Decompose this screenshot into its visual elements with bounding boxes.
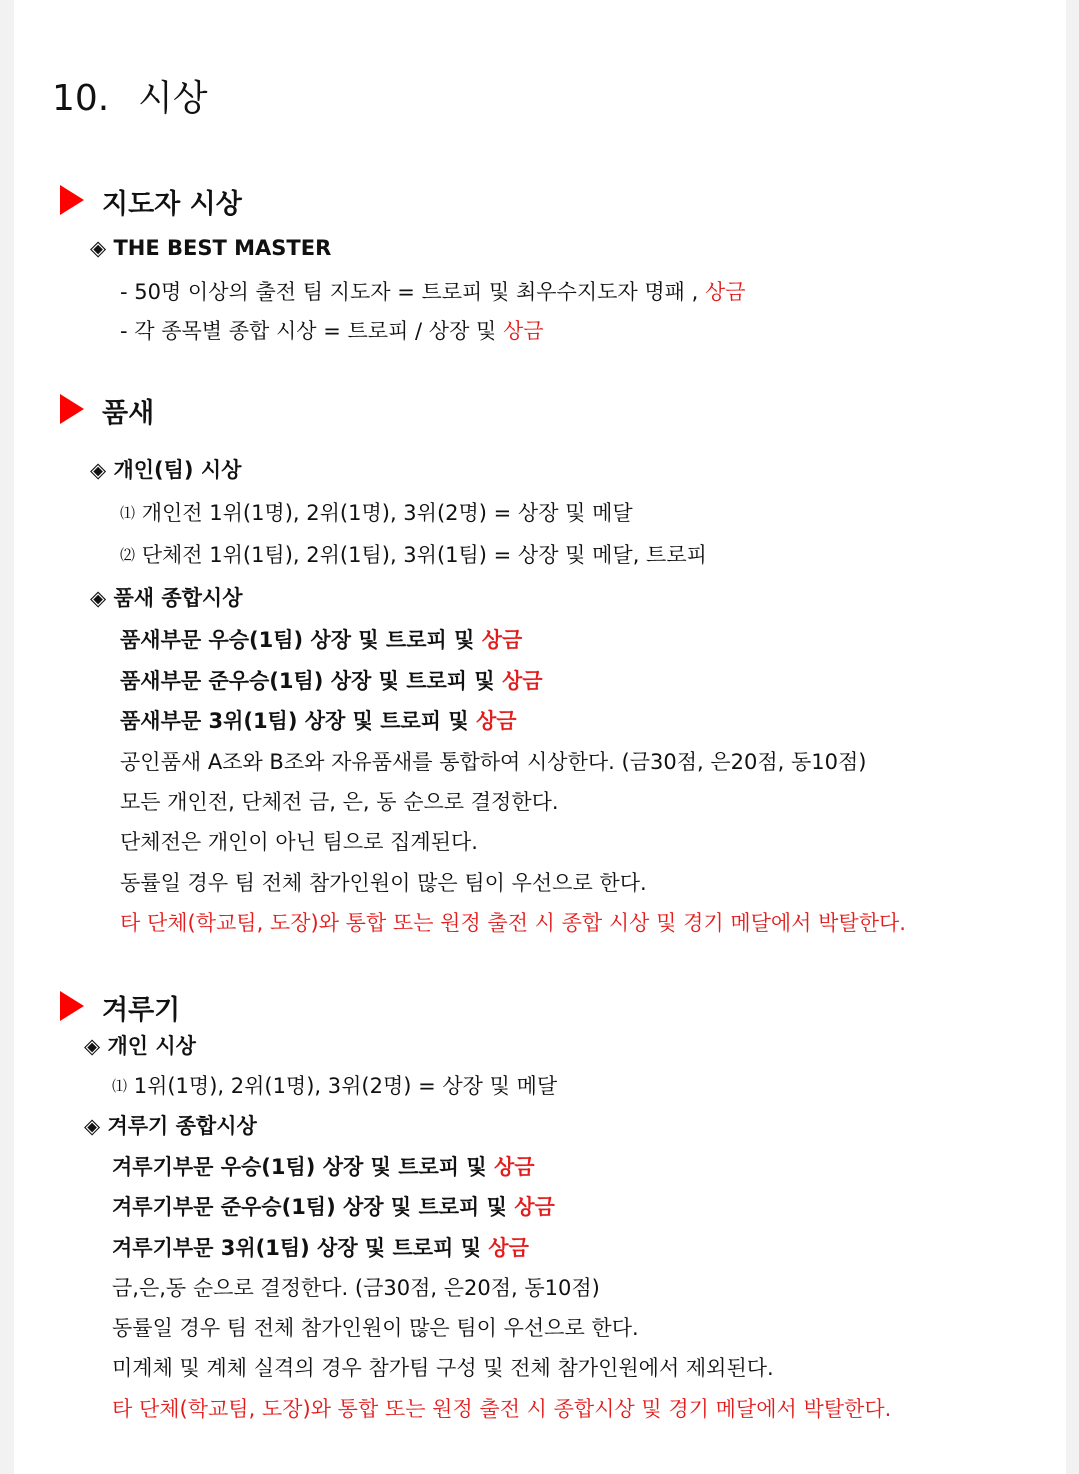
list-item: 품새부문 준우승(1팀) 상장 및 트로피 및 상금 — [120, 669, 543, 693]
page-title-number: 10. — [52, 78, 110, 119]
list-item: 단체전은 개인이 아닌 팀으로 집계된다. — [120, 830, 478, 854]
group-title-individual-award: ◈ 개인 시상 — [84, 1034, 196, 1058]
list-item: 공인품새 A조와 B조와 자유품새를 통합하여 시상한다. (금30점, 은20점, 동10점) — [120, 750, 867, 774]
list-item: ⑵ 단체전 1위(1팀), 2위(1팀), 3위(1팀) = 상장 및 메달, 트로피 — [120, 543, 707, 567]
page-title-text: 시상 — [138, 78, 208, 119]
group-title-poomsae-overall: ◈ 품새 종합시상 — [90, 586, 243, 610]
group-title-kyorugi-overall: ◈ 겨루기 종합시상 — [84, 1114, 257, 1138]
list-item: 금,은,동 순으로 결정한다. (금30점, 은20점, 동10점) — [112, 1276, 600, 1300]
list-item: ⑴ 1위(1명), 2위(1명), 3위(2명) = 상장 및 메달 — [112, 1074, 558, 1098]
prize-money-label: 상금 — [476, 709, 517, 733]
list-item: 겨루기부문 우승(1팀) 상장 및 트로피 및 상금 — [112, 1155, 535, 1179]
warning-line: 타 단체(학교팀, 도장)와 통합 또는 원정 출전 시 종합시상 및 경기 메달에서 박탈한다. — [112, 1397, 892, 1421]
list-item: 품새부문 우승(1팀) 상장 및 트로피 및 상금 — [120, 628, 523, 652]
prize-money-label: 상금 — [704, 280, 746, 304]
warning-line: 타 단체(학교팀, 도장)와 통합 또는 원정 출전 시 종합 시상 및 경기 메달에서 박탈한다. — [120, 911, 906, 935]
group-title-individual-award: ◈ 개인(팀) 시상 — [90, 458, 242, 482]
section-heading-kyorugi: 겨루기 — [102, 995, 181, 1026]
prize-money-label: 상금 — [481, 628, 523, 652]
list-item: - 50명 이상의 출전 팀 지도자 = 트로피 및 최우수지도자 명패 , 상금 — [120, 280, 746, 304]
triangle-bullet-icon — [60, 185, 84, 215]
page-title — [52, 70, 208, 121]
section-heading-instructor: 지도자 시상 — [102, 189, 242, 220]
triangle-bullet-icon — [60, 394, 84, 424]
list-item: 겨루기부문 3위(1팀) 상장 및 트로피 및 상금 — [112, 1236, 529, 1260]
prize-money-label: 상금 — [501, 669, 543, 693]
prize-money-label: 상금 — [493, 1155, 535, 1179]
group-title-best-master: ◈ THE BEST MASTER — [90, 236, 332, 260]
list-item: 모든 개인전, 단체전 금, 은, 동 순으로 결정한다. — [120, 790, 559, 814]
prize-money-label: 상금 — [488, 1236, 529, 1260]
document-page — [14, 0, 1066, 1474]
triangle-bullet-icon — [60, 991, 84, 1021]
section-heading-poomsae: 품새 — [102, 398, 155, 429]
list-item: 동률일 경우 팀 전체 참가인원이 많은 팀이 우선으로 한다. — [112, 1316, 639, 1340]
list-item: 미계체 및 계체 실격의 경우 참가팀 구성 및 전체 참가인원에서 제외된다. — [112, 1356, 774, 1380]
prize-money-label: 상금 — [514, 1195, 555, 1219]
list-item: 품새부문 3위(1팀) 상장 및 트로피 및 상금 — [120, 709, 517, 733]
list-item: ⑴ 개인전 1위(1명), 2위(1명), 3위(2명) = 상장 및 메달 — [120, 501, 633, 525]
list-item: - 각 종목별 종합 시상 = 트로피 / 상장 및 상금 — [120, 319, 544, 343]
prize-money-label: 상금 — [503, 319, 544, 343]
list-item: 겨루기부문 준우승(1팀) 상장 및 트로피 및 상금 — [112, 1195, 555, 1219]
list-item: 동률일 경우 팀 전체 참가인원이 많은 팀이 우선으로 한다. — [120, 871, 647, 895]
